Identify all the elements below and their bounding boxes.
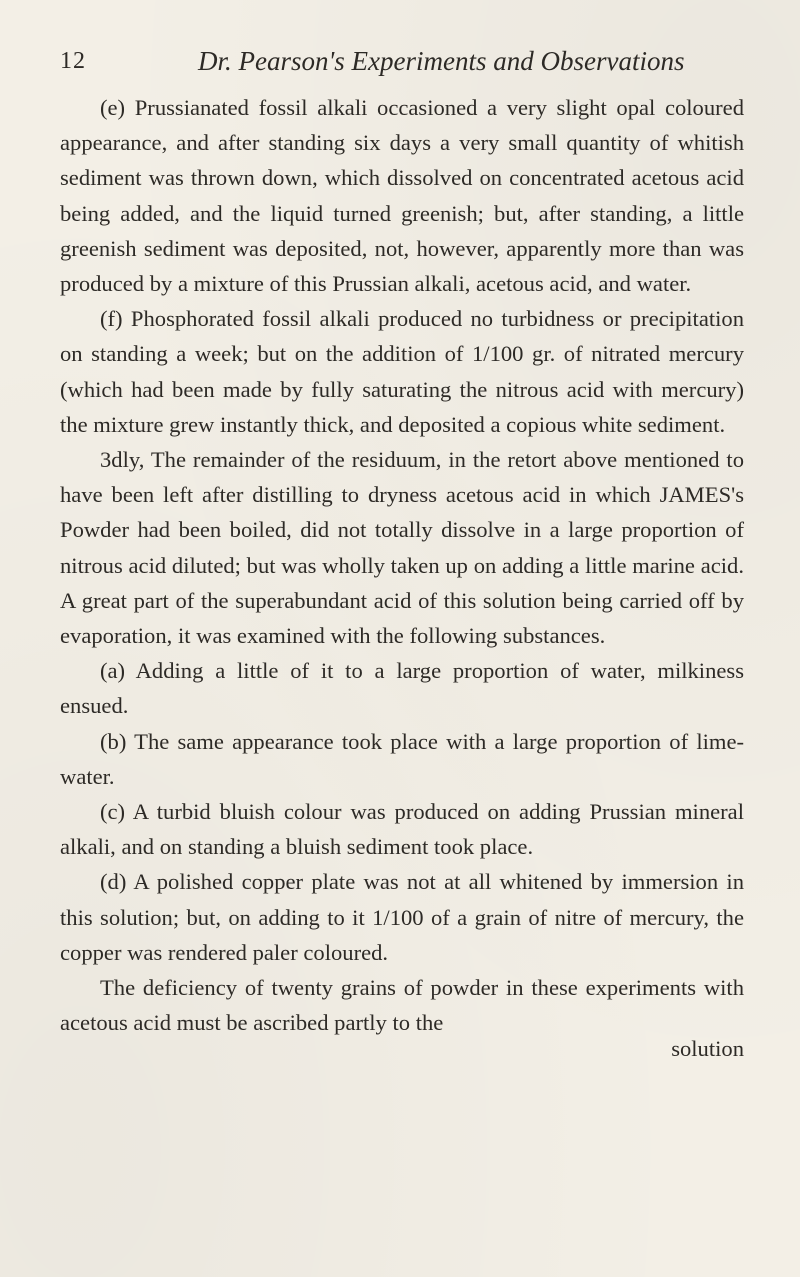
paragraph-e: (e) Prussianated fossil alkali occasioned a very slight opal coloured appearance, and after standing six days a very small quantity of whitish sediment was thrown down, which dissolved on concentrated acetous acid being added, and the liquid turned greenish; but, after standing, a little greenish sediment was deposited, not, however, apparently more than was produced by a mixture of this Prussian alkali, acetous acid, and water.	[60, 95, 744, 297]
paragraph-d: (d) A polished copper plate was not at all whitened by immersion in this solution; but, on adding to it 1/100 of a grain of nitre of mercury, the copper was rendered paler coloured.	[60, 869, 744, 965]
running-head	[60, 38, 744, 84]
running-title: Dr. Pearson's Experiments and Observations	[198, 46, 685, 76]
paragraph-deficiency: The deficiency of twenty grains of powder in these experiments with acetous acid must be ascribed partly to the	[60, 975, 744, 1036]
body-text	[60, 90, 744, 1040]
paragraph-f: (f) Phosphorated fossil alkali produced no turbidness or precipitation on standing a week; but on the addition of 1/100 gr. of nitrated mercury (which had been made by fully saturating the nitrous acid with mercury) the mixture grew instantly thick, and deposited a copious white sediment.	[60, 306, 744, 437]
paragraph-a: (a) Adding a little of it to a large proportion of water, milkiness ensued.	[60, 658, 744, 719]
paragraph-3dly: 3dly, The remainder of the residuum, in the retort above mentioned to have been left after distilling to dryness acetous acid in which JAMES's Powder had been boiled, did not totally dissolve in a large proportion of nitrous acid diluted; but was wholly taken up on adding a little marine acid. A great part of the superabundant acid of this solution being carried off by evaporation, it was examined with the following substances.	[60, 447, 744, 649]
paragraph-c: (c) A turbid bluish colour was produced on adding Prussian mineral alkali, and on standing a bluish sediment took place.	[60, 799, 744, 860]
catchword: solution	[671, 1036, 744, 1062]
paragraph-b: (b) The same appearance took place with a large proportion of lime-water.	[60, 728, 744, 789]
catchword-line	[60, 1036, 744, 1070]
page-number: 12	[60, 48, 86, 74]
